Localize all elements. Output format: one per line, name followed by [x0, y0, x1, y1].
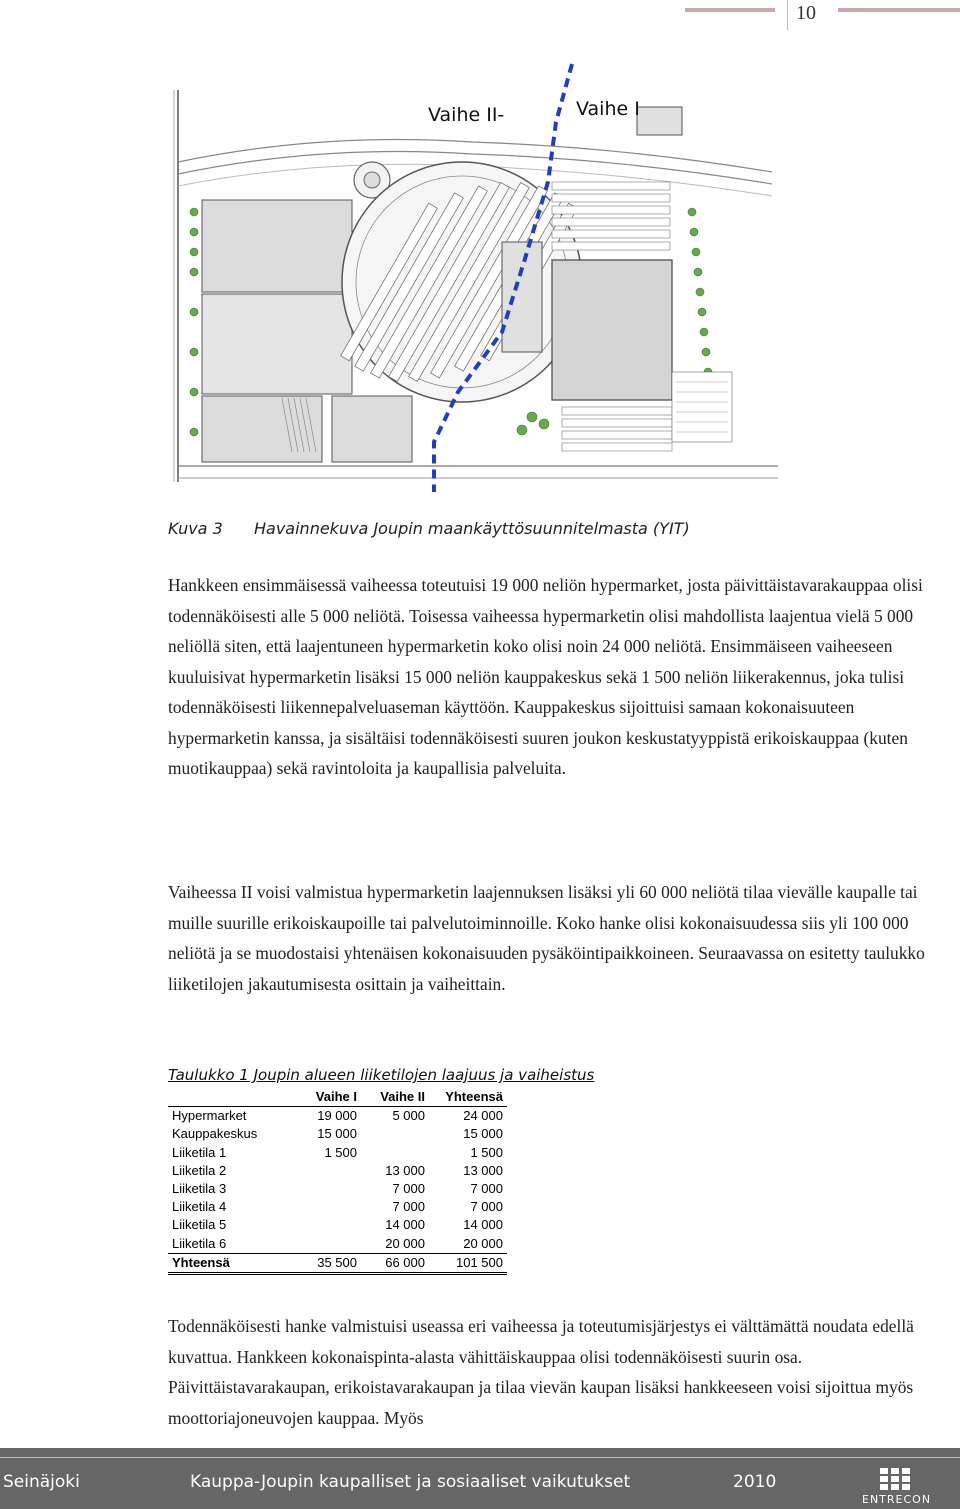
row-phase-1 — [293, 1180, 361, 1198]
row-label: Liiketila 5 — [172, 1217, 227, 1233]
page-footer — [0, 1448, 960, 1509]
header-divider — [787, 0, 788, 30]
row-label: Liiketila 2 — [172, 1162, 227, 1178]
table-row — [168, 1216, 507, 1234]
row-total: 13 000 — [463, 1162, 503, 1178]
site-plan-illustration — [172, 62, 778, 492]
footer-location: Seinäjoki — [3, 1472, 80, 1492]
row-label: Liiketila 3 — [172, 1181, 227, 1197]
header-rule-right — [838, 8, 960, 12]
table-header-row — [168, 1088, 507, 1107]
total-sum: 101 500 — [429, 1253, 507, 1273]
paragraph-2 — [168, 877, 958, 999]
row-phase-2: 13 000 — [385, 1162, 425, 1178]
row-total: 7 000 — [470, 1199, 503, 1215]
table-title: Taulukko 1 Joupin alueen liiketilojen laajuus ja vaiheistus — [168, 1066, 595, 1084]
table-row — [168, 1125, 507, 1143]
row-total: 7 000 — [470, 1181, 503, 1197]
row-phase-1 — [293, 1216, 361, 1234]
footer-year: 2010 — [733, 1472, 777, 1492]
row-phase-1: 15 000 — [317, 1126, 357, 1142]
footer-report-title: Kauppa-Joupin kaupalliset ja sosiaaliset vaikutukset — [190, 1472, 631, 1492]
row-phase-1 — [293, 1235, 361, 1254]
paragraph-1-text: Hankkeen ensimmäisessä vaiheessa toteutuisi 19 000 neliön hypermarket, josta päivittäistavarakauppaa olisi todennäköisesti alle 5 000 neliötä. Toisessa vaiheessa hypermarketin olisi mahdollista laajentua vielä 5 000 neliöllä siten, että laajentuneen hypermarketin koko olisi noin 24 000 neliötä. Ensimmäiseen vaiheeseen kuuluisivat hypermarketin lisäksi 15 000 neliön kauppakeskus sekä 1 500 neliön liikerakennus, joka tulisi todennäköisesti liikennepalveluaseman käyttöön. Kauppakeskus sijoittuisi samaan kokonaisuuteen hypermarketin kanssa, ja sisältäisi todennäköisesti suuren joukon keskustatyyppistä erikoiskauppaa (kuten muotikauppaa) sekä ravintoloita ja kaupallisia palveluita. — [168, 575, 923, 778]
phase-1-label: Vaihe I — [576, 98, 640, 120]
footer-rule — [0, 1457, 960, 1458]
table-header-total: Yhteensä — [429, 1088, 507, 1107]
caption-title: Havainnekuva Joupin maankäyttösuunnitelmasta (YIT) — [254, 519, 690, 538]
row-phase-1 — [293, 1162, 361, 1180]
phase-2-label: Vaihe II- — [428, 104, 505, 126]
paragraph-2-text: Vaiheessa II voisi valmistua hypermarketin laajennuksen lisäksi yli 60 000 neliötä tilaa vievälle kaupalle tai muille suurille erikoiskaupoille tai palvelutoiminnoille. Koko hanke olisi kokonaisuudessa siis yli 100 000 neliötä ja se muodostaisi yhtenäisen kokonaisuuden pysäköintipaikkoineen. Seuraavassa on esitetty taulukko liiketilojen jakautumisesta osittain ja vaiheittain. — [168, 882, 925, 994]
total-phase-2: 66 000 — [361, 1253, 429, 1273]
row-label: Kauppakeskus — [172, 1126, 258, 1142]
total-label: Yhteensä — [168, 1253, 293, 1273]
table-total-row — [168, 1253, 507, 1273]
row-phase-1: 19 000 — [317, 1108, 357, 1124]
row-phase-2: 14 000 — [385, 1217, 425, 1233]
row-phase-2: 7 000 — [392, 1199, 425, 1215]
row-phase-1: 1 500 — [324, 1144, 357, 1160]
row-label: Liiketila 1 — [172, 1144, 227, 1160]
row-phase-2: 7 000 — [392, 1181, 425, 1197]
paragraph-1 — [168, 570, 958, 784]
table-row — [168, 1162, 507, 1180]
row-total: 14 000 — [463, 1217, 503, 1233]
table-header-phase-2: Vaihe II — [361, 1088, 429, 1107]
table-row — [168, 1180, 507, 1198]
table-row — [168, 1235, 507, 1254]
table-header-phase-1: Vaihe I — [293, 1088, 361, 1107]
header-rule-left — [685, 8, 775, 12]
table-row — [168, 1144, 507, 1162]
row-label: Liiketila 6 — [172, 1235, 227, 1251]
table-row — [168, 1198, 507, 1216]
row-phase-2 — [361, 1144, 429, 1162]
row-label: Liiketila 4 — [172, 1199, 227, 1215]
figure-caption — [168, 519, 690, 538]
row-phase-2: 20 000 — [385, 1235, 425, 1251]
total-phase-1: 35 500 — [293, 1253, 361, 1273]
row-total: 20 000 — [463, 1235, 503, 1251]
table-row — [168, 1107, 507, 1126]
table-header-empty — [168, 1088, 293, 1107]
paragraph-3-text: Todennäköisesti hanke valmistuisi useassa eri vaiheessa ja toteutumisjärjestys ei välttämättä noudata edellä kuvattua. Hankkeen kokonaispinta-alasta vähittäiskauppaa olisi todennäköisesti suurin osa. Päivittäistavarakaupan, erikoistavarakaupan ja tilaa vievän kaupan lisäksi hankkeeseen voisi sijoittua myös moottoriajoneuvojen kauppaa. Myös — [168, 1316, 914, 1428]
row-total: 24 000 — [463, 1108, 503, 1124]
row-label: Hypermarket — [172, 1108, 247, 1124]
footer-brand: ENTRECON — [862, 1493, 932, 1506]
area-table — [168, 1088, 507, 1275]
caption-label: Kuva 3 — [168, 519, 223, 538]
entrecon-logo-icon — [878, 1466, 912, 1492]
row-total: 15 000 — [463, 1126, 503, 1142]
page-number: 10 — [796, 2, 816, 24]
row-total: 1 500 — [470, 1144, 503, 1160]
paragraph-3 — [168, 1311, 958, 1433]
row-phase-2 — [361, 1125, 429, 1143]
row-phase-1 — [293, 1198, 361, 1216]
row-phase-2: 5 000 — [392, 1108, 425, 1124]
